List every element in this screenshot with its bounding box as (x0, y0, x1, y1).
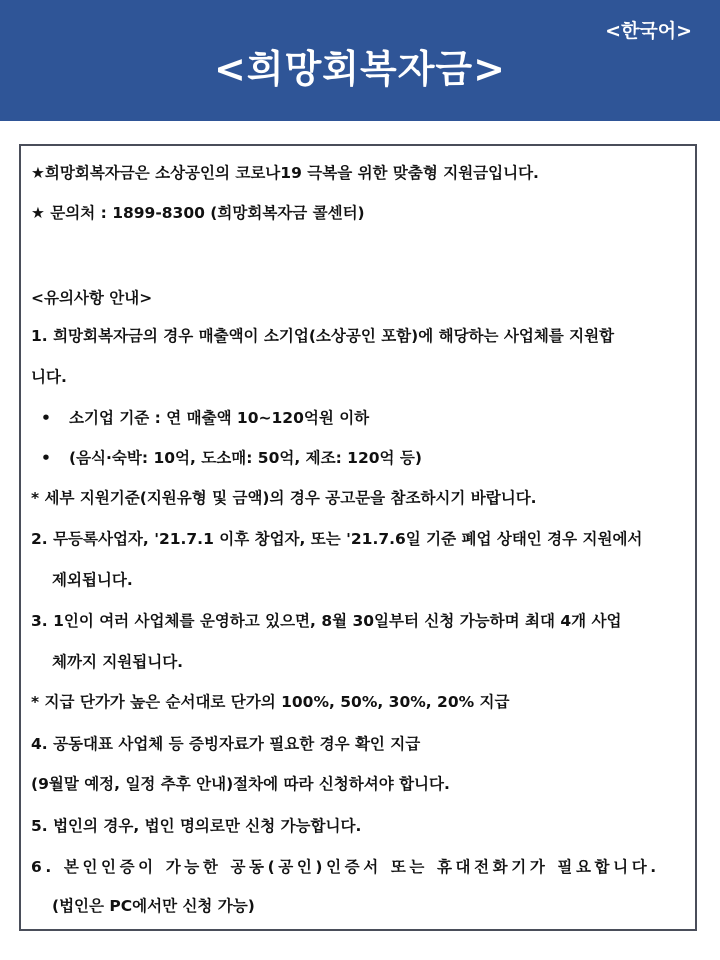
item-5: 5. 법인의 경우, 법인 명의로만 신청 가능합니다. (31, 817, 362, 835)
intro-text: ★희망회복자금은 소상공인의 코로나19 극복을 위한 맞춤형 지원금입니다. (31, 164, 539, 182)
item-4-line-1: 4. 공동대표 사업체 등 증빙자료가 필요한 경우 확인 지급 (31, 735, 421, 753)
bullet-icon: • (41, 449, 51, 467)
note-2: * 지급 단가가 높은 순서대로 단가의 100%, 50%, 30%, 20% 지급 (31, 693, 510, 711)
note-1: * 세부 지원기준(지원유형 및 금액)의 경우 공고문을 참조하시기 바랍니다. (31, 489, 537, 507)
notice-heading: <유의사항 안내> (31, 289, 153, 307)
notice-content-box (19, 144, 697, 931)
item-3-line-2: 체까지 지원됩니다. (52, 653, 184, 671)
bullet-text-2: (음식·숙박: 10억, 도소매: 50억, 제조: 120억 등) (69, 449, 422, 467)
item-6-line-2: (법인은 PC에서만 신청 가능) (52, 897, 255, 915)
item-6-line-1: 6. 본인인증이 가능한 공동(공인)인증서 또는 휴대전화기가 필요합니다. (31, 858, 660, 876)
item-1-line-2: 니다. (31, 368, 67, 386)
language-badge: <한국어> (605, 20, 692, 42)
item-3-line-1: 3. 1인이 여러 사업체를 운영하고 있으면, 8월 30일부터 신청 가능하며 최대 4개 사업 (31, 612, 622, 630)
contact-text: ★ 문의처 : 1899-8300 (희망회복자금 콜센터) (31, 204, 365, 222)
bullet-icon: • (41, 409, 51, 427)
header-banner (0, 0, 720, 121)
item-4-line-2: (9월말 예정, 일정 추후 안내)절차에 따라 신청하셔야 합니다. (31, 775, 450, 793)
item-1-line-1: 1. 희망회복자금의 경우 매출액이 소기업(소상공인 포함)에 해당하는 사업체를 지원합 (31, 327, 615, 345)
page-title: <희망회복자금> (214, 47, 506, 91)
item-2-line-1: 2. 무등록사업자, '21.7.1 이후 창업자, 또는 '21.7.6일 기준 폐업 상태인 경우 지원에서 (31, 530, 643, 548)
bullet-text-1: 소기업 기준 : 연 매출액 10~120억원 이하 (69, 409, 370, 427)
item-2-line-2: 제외됩니다. (52, 571, 133, 589)
